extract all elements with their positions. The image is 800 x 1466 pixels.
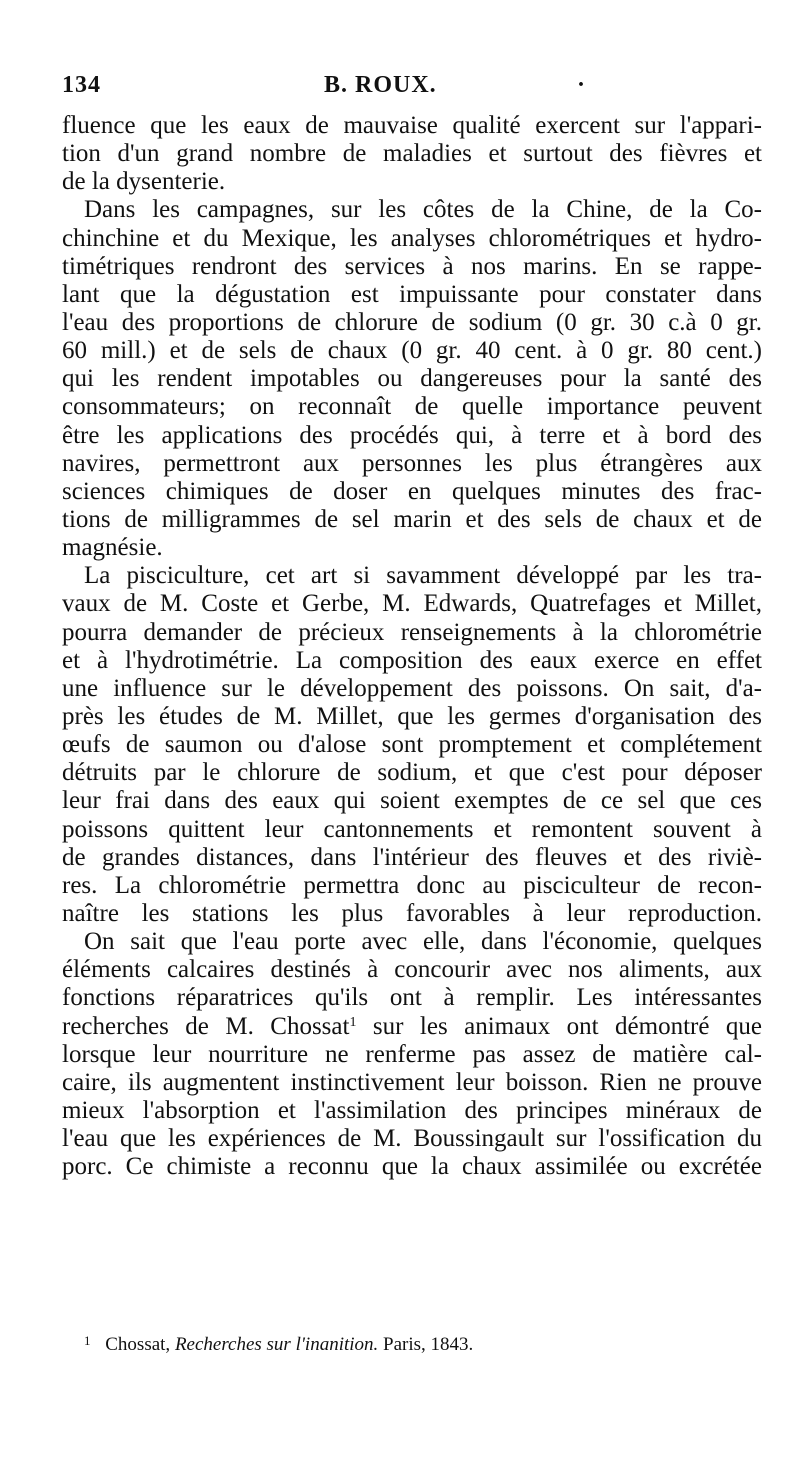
paragraph-start-line: Dans les campagnes, sur les côtes de la Chine, de la Co- [84, 196, 762, 224]
body-text [62, 112, 762, 1181]
text-line: timétriques rendront des services à nos marins. En se rappe- [62, 252, 762, 280]
footnote-title: Recherches sur l'inanition. [174, 1334, 379, 1355]
text-line-with-footnote-ref [62, 1013, 762, 1041]
footnote-author: Chossat, [105, 1334, 171, 1355]
text-line: navires, permettront aux personnes les plus étrangères aux [62, 449, 762, 477]
text-line: tion d'un grand nombre de maladies et surtout des fièvres et [62, 140, 762, 168]
text-line: 60 mill.) et de sels de chaux (0 gr. 40 cent. à 0 gr. 80 cent.) [62, 337, 762, 365]
text-line: de grandes distances, dans l'intérieur des fleuves et des riviè- [62, 843, 762, 871]
text-line: éléments calcaires destinés à concourir avec nos aliments, aux [62, 956, 762, 984]
text-line: vaux de M. Coste et Gerbe, M. Edwards, Quatrefages et Millet, [62, 590, 762, 618]
text-line: lant que la dégustation est impuissante pour constater dans [62, 280, 762, 308]
text-line: détruits par le chlorure de sodium, et que c'est pour déposer [62, 759, 762, 787]
text-line: sciences chimiques de doser en quelques minutes des frac- [62, 477, 762, 505]
text-line: consommateurs; on reconnaît de quelle importance peuvent [62, 393, 762, 421]
running-header [62, 72, 762, 104]
text-line: qui les rendent impotables ou dangereuses pour la santé des [62, 365, 762, 393]
text-line: œufs de saumon ou d'alose sont promptement et complétement [62, 731, 762, 759]
text-line: res. La chlorométrie permettra donc au pisciculteur de recon- [62, 871, 762, 899]
text-line: poissons quittent leur cantonnements et remontent souvent à [62, 815, 762, 843]
text-segment: sur les animaux ont démontré que [372, 1012, 762, 1040]
text-line: l'eau des proportions de chlorure de sodium (0 gr. 30 c.à 0 gr. [62, 308, 762, 336]
text-line: de la dysenterie. [62, 168, 226, 196]
text-line: magnésie. [62, 534, 163, 562]
text-line: mieux l'absorption et l'assimilation des principes minéraux de [62, 1096, 762, 1124]
text-line: naître les stations les plus favorables à leur reproduction. [62, 899, 762, 927]
text-line: fluence que les eaux de mauvaise qualité exercent sur l'appari- [62, 112, 762, 139]
text-line: près les études de M. Millet, que les germes d'organisation des [62, 702, 762, 730]
text-line: lorsque leur nourriture ne renferme pas assez de matière cal- [62, 1040, 762, 1068]
text-line: chinchine et du Mexique, les analyses chlorométriques et hydro- [62, 224, 762, 252]
header-ornament: · [577, 72, 587, 98]
text-line: tions de milligrammes de sel marin et des sels de chaux et de [62, 505, 762, 533]
footnote [84, 1333, 764, 1356]
text-line: une influence sur le développement des poissons. On sait, d'a- [62, 674, 762, 702]
text-line: pourra demander de précieux renseignements à la chlorométrie [62, 618, 762, 646]
page-number: 134 [62, 72, 101, 98]
footnote-marker: 1 [84, 1333, 91, 1348]
footnote-place-year: Paris, 1843. [383, 1334, 474, 1355]
paragraph-start-line: La pisciculture, cet art si savamment développé par les tra- [84, 562, 762, 590]
text-segment: recherches de M. Chossat [62, 1012, 350, 1040]
text-line: fonctions réparatrices qu'ils ont à remplir. Les intéressantes [62, 984, 762, 1012]
paragraph-start-line: On sait que l'eau porte avec elle, dans l'économie, quelques [84, 928, 762, 956]
running-title: B. ROUX. [324, 72, 437, 98]
text-line: l'eau que les expériences de M. Boussingault sur l'ossification du [62, 1125, 762, 1153]
footnote-reference: 1 [349, 1014, 357, 1030]
text-line: être les applications des procédés qui, à terre et à bord des [62, 421, 762, 449]
text-line: porc. Ce chimiste a reconnu que la chaux assimilée ou excrétée [62, 1153, 762, 1181]
text-line: leur frai dans des eaux qui soient exemptes de ce sel que ces [62, 787, 762, 815]
text-line: et à l'hydrotimétrie. La composition des eaux exerce en effet [62, 646, 762, 674]
text-line: caire, ils augmentent instinctivement leur boisson. Rien ne prouve [62, 1068, 762, 1096]
